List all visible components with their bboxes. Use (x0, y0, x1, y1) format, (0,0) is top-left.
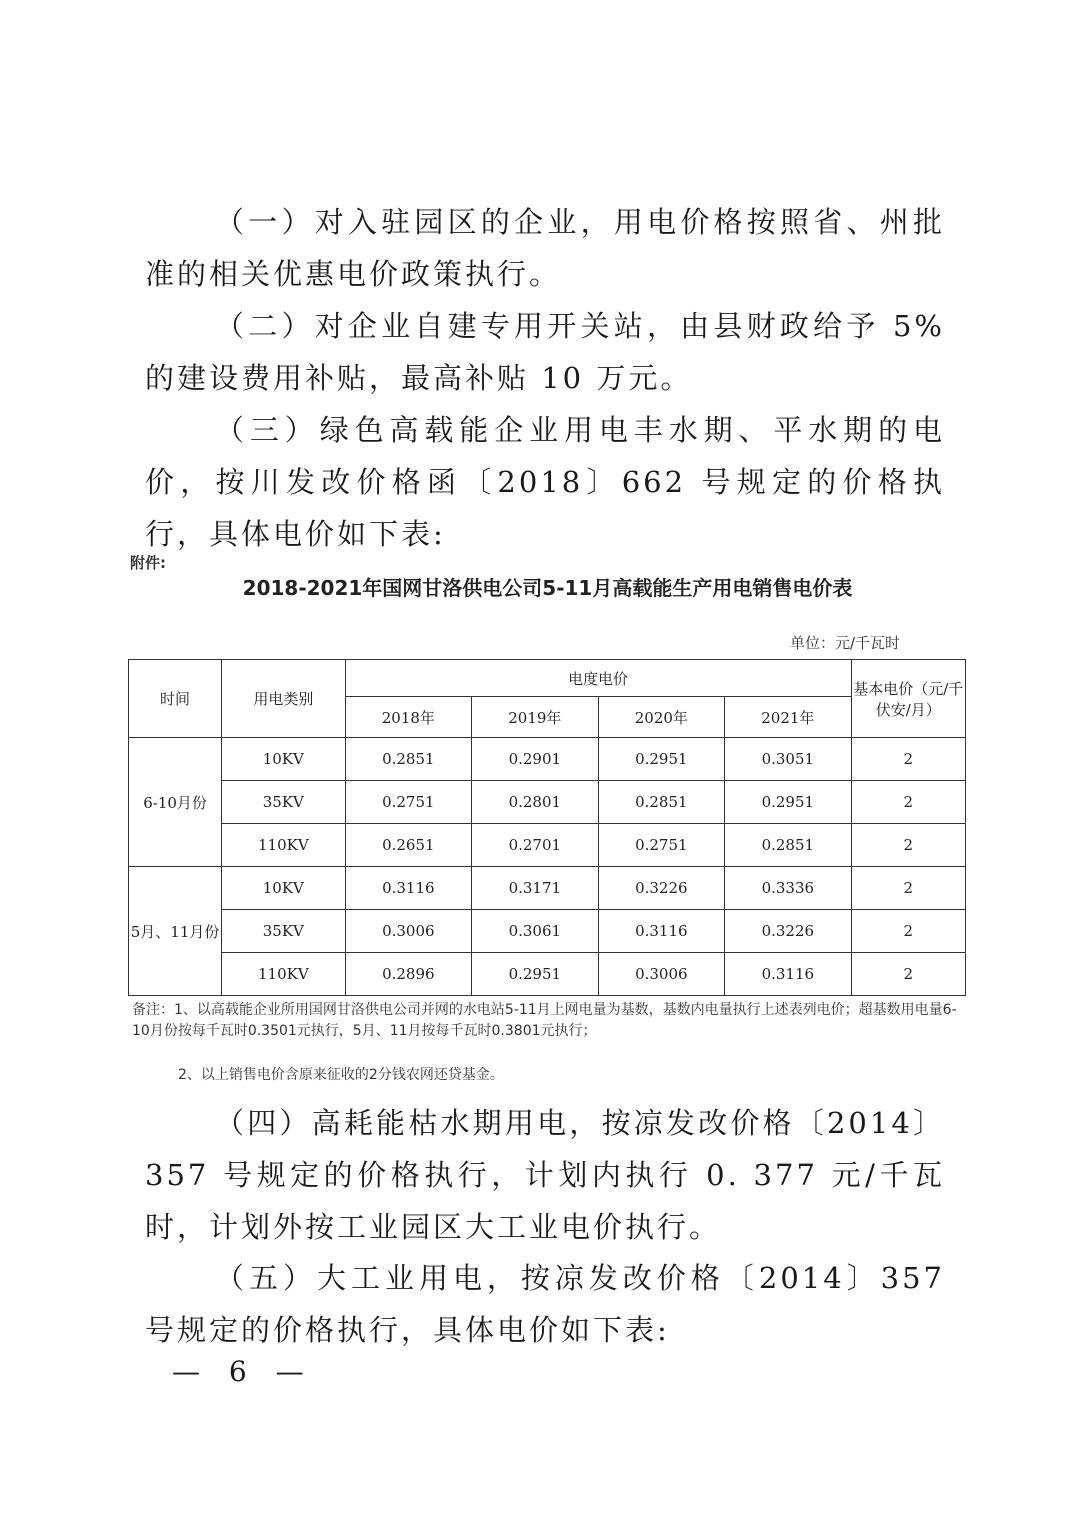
price-table (128, 659, 966, 996)
price-cell: 0.2901 (472, 738, 599, 781)
price-cell: 0.3171 (472, 867, 599, 910)
header-year: 2019年 (472, 697, 599, 738)
header-year: 2020年 (598, 697, 725, 738)
price-cell: 0.3006 (598, 953, 725, 996)
table-note-2: 2、以上销售电价含原来征收的2分钱农网还贷基金。 (178, 1067, 504, 1083)
table-note-1: 备注：1、以高载能企业所用国网甘洛供电公司并网的水电站5-11月上网电量为基数，基数内电量执行上述表列电价；超基数用电量6-10月份按每千瓦时0.3501元执行，5月、11月按每千瓦时0.3801元执行； (132, 1002, 957, 1039)
period-cell: 5月、11月份 (129, 867, 222, 996)
price-cell: 0.2701 (472, 824, 599, 867)
type-cell: 110KV (222, 824, 345, 867)
table-row (129, 953, 966, 996)
base-cell: 2 (851, 867, 965, 910)
paragraph-1: （一）对入驻园区的企业，用电价格按照省、州批准的相关优惠电价政策执行。 (145, 205, 945, 291)
price-cell: 0.3006 (345, 910, 472, 953)
price-cell: 0.3061 (472, 910, 599, 953)
price-cell: 0.3226 (725, 910, 852, 953)
price-cell: 0.3226 (598, 867, 725, 910)
paragraph-5: （五）大工业用电，按凉发改价格〔2014〕357 号规定的价格执行，具体电价如下表: (145, 1261, 945, 1347)
price-cell: 0.2951 (472, 953, 599, 996)
header-base-price: 基本电价（元/千伏安/月） (851, 660, 965, 738)
period-cell: 6-10月份 (129, 738, 222, 867)
base-cell: 2 (851, 738, 965, 781)
price-cell: 0.2951 (598, 738, 725, 781)
price-cell: 0.3336 (725, 867, 852, 910)
price-cell: 0.2851 (598, 781, 725, 824)
table-row (129, 867, 966, 910)
price-cell: 0.2951 (725, 781, 852, 824)
page-number: — 6 — (172, 1355, 314, 1388)
type-cell: 35KV (222, 910, 345, 953)
header-energy-price: 电度电价 (345, 660, 851, 697)
table-title: 2018-2021年国网甘洛供电公司5-11月高载能生产用电销售电价表 (242, 576, 853, 600)
price-cell: 0.2751 (345, 781, 472, 824)
table-row (129, 738, 966, 781)
type-cell: 110KV (222, 953, 345, 996)
type-cell: 10KV (222, 867, 345, 910)
base-cell: 2 (851, 910, 965, 953)
price-cell: 0.2801 (472, 781, 599, 824)
price-cell: 0.2651 (345, 824, 472, 867)
price-cell: 0.2851 (345, 738, 472, 781)
type-cell: 35KV (222, 781, 345, 824)
paragraph-4: （四）高耗能枯水期用电，按凉发改价格〔2014〕357 号规定的价格执行，计划内执行 0. 377 元/千瓦时，计划外按工业园区大工业电价执行。 (145, 1106, 945, 1244)
base-cell: 2 (851, 953, 965, 996)
paragraph-2: （二）对企业自建专用开关站，由县财政给予 5%的建设费用补贴，最高补贴 10 万元。 (145, 309, 945, 395)
paragraph-3: （三）绿色高载能企业用电丰水期、平水期的电价，按川发改价格函〔2018〕662 号规定的价格执行，具体电价如下表: (145, 413, 945, 551)
price-cell: 0.2896 (345, 953, 472, 996)
price-cell: 0.2751 (598, 824, 725, 867)
table-row (129, 781, 966, 824)
base-cell: 2 (851, 824, 965, 867)
header-year: 2021年 (725, 697, 852, 738)
header-time: 时间 (129, 660, 222, 738)
type-cell: 10KV (222, 738, 345, 781)
price-cell: 0.3116 (725, 953, 852, 996)
price-cell: 0.3116 (345, 867, 472, 910)
price-cell: 0.2851 (725, 824, 852, 867)
table-row (129, 910, 966, 953)
table-unit: 单位：元/千瓦时 (790, 634, 901, 652)
attachment-label: 附件: (130, 554, 166, 572)
base-cell: 2 (851, 781, 965, 824)
header-type: 用电类别 (222, 660, 345, 738)
price-cell: 0.3051 (725, 738, 852, 781)
table-row (129, 824, 966, 867)
header-year: 2018年 (345, 697, 472, 738)
price-cell: 0.3116 (598, 910, 725, 953)
